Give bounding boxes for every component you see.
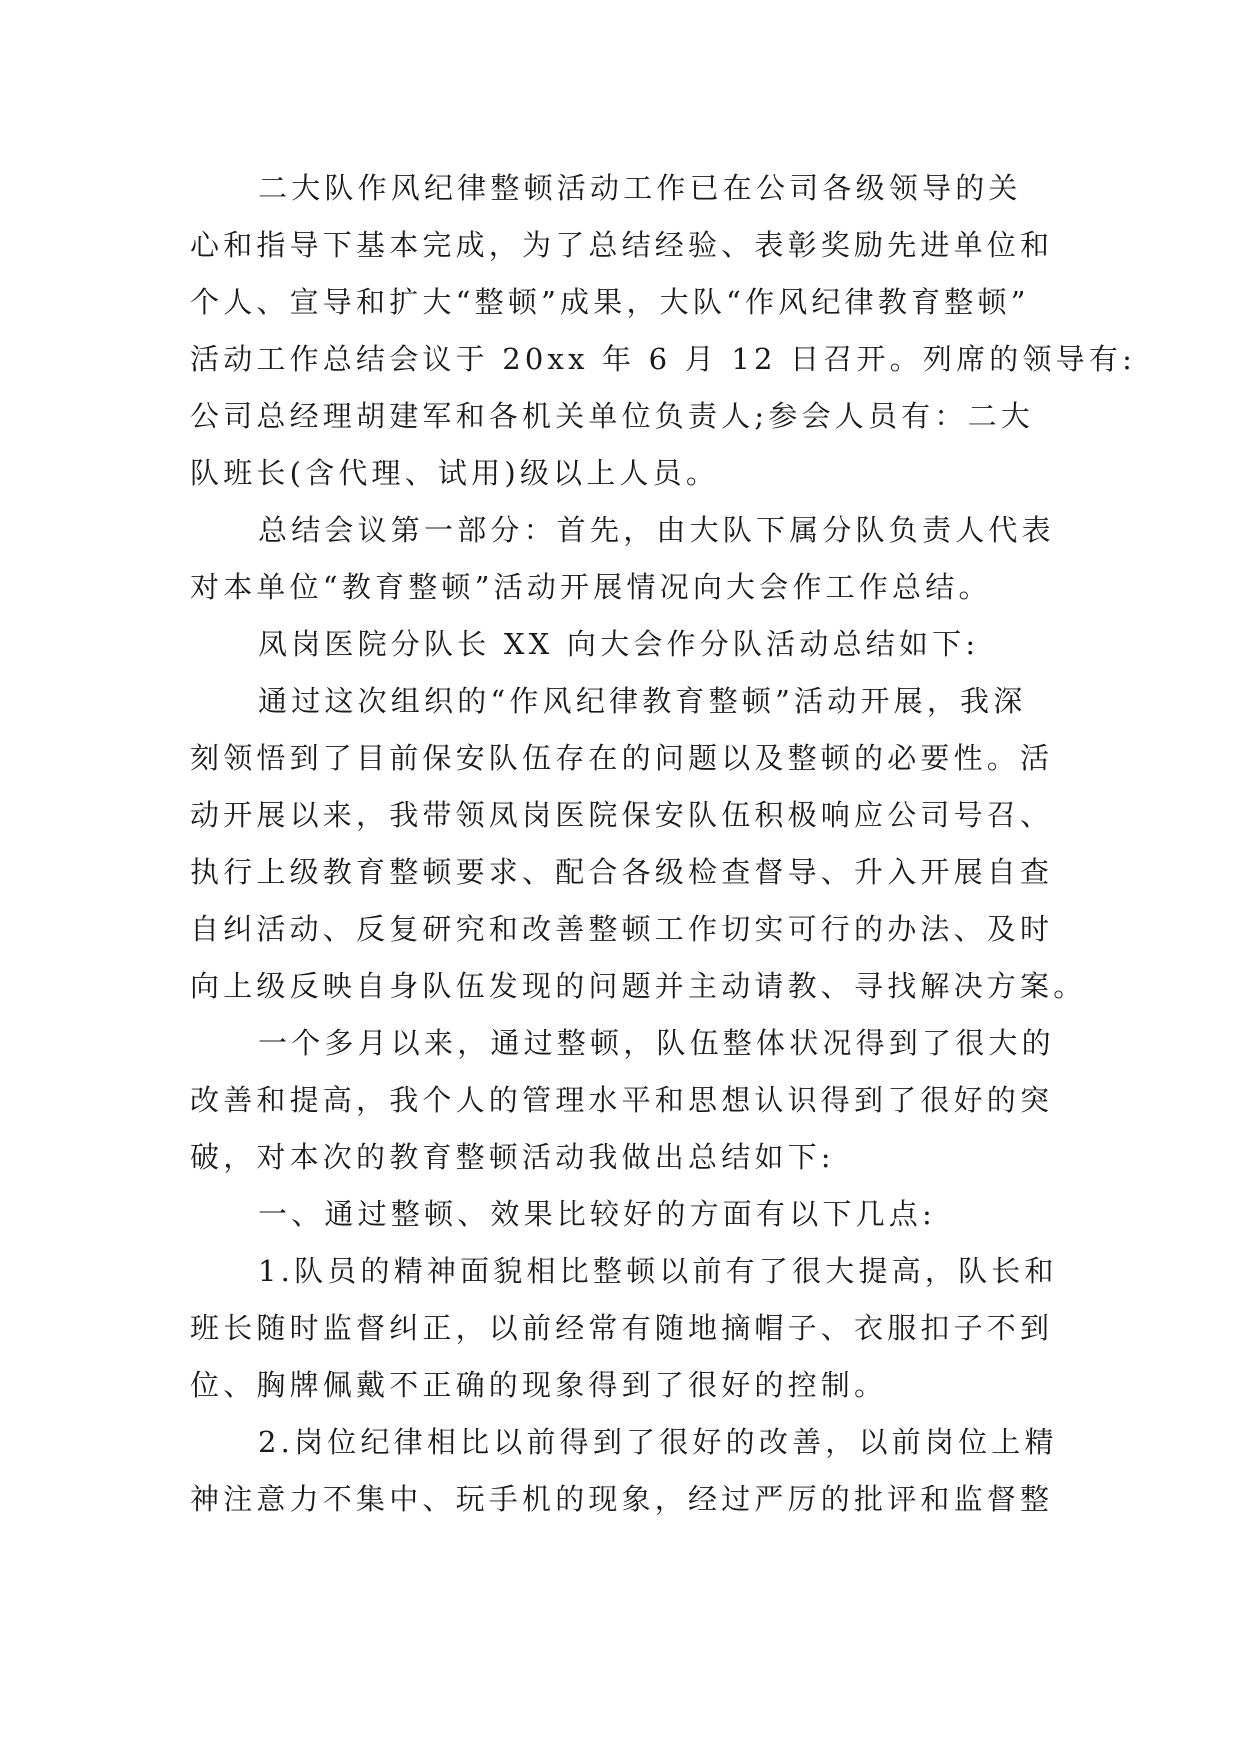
text-line: 总结会议第一部分：首先，由大队下属分队负责人代表 bbox=[258, 513, 1055, 547]
text-line: 执行上级教育整顿要求、配合各级检查督导、升入开展自查 bbox=[190, 855, 1054, 889]
text-line: 班长随时监督纠正，以前经常有随地摘帽子、衣服扣子不到 bbox=[190, 1311, 1054, 1345]
text-line: 对本单位“教育整顿”活动开展情况向大会作工作总结。 bbox=[190, 570, 992, 604]
text-line: 公司总经理胡建军和各机关单位负责人;参会人员有：二大 bbox=[190, 399, 1034, 433]
section-heading: 一、通过整顿、效果比较好的方面有以下几点: bbox=[258, 1197, 936, 1231]
text-line: 凤岗医院分队长 XX 向大会作分队活动总结如下: bbox=[258, 627, 980, 661]
text-line: 破，对本次的教育整顿活动我做出总结如下: bbox=[190, 1140, 835, 1174]
paragraph-8 bbox=[190, 1414, 1070, 1528]
text-line: 自纠活动、反复研究和改善整顿工作切实可行的办法、及时 bbox=[190, 912, 1054, 946]
text-line: 一个多月以来，通过整顿，队伍整体状况得到了很大的 bbox=[258, 1026, 1055, 1060]
text-line: 通过这次组织的“作风纪律教育整顿”活动开展，我深 bbox=[258, 684, 1027, 718]
text-line: 队班长(含代理、试用)级以上人员。 bbox=[190, 456, 720, 490]
text-line: 改善和提高，我个人的管理水平和思想认识得到了很好的突 bbox=[190, 1083, 1054, 1117]
text-line: 神注意力不集中、玩手机的现象，经过严厉的批评和监督整 bbox=[190, 1482, 1054, 1516]
text-line: 心和指导下基本完成，为了总结经验、表彰奖励先进单位和 bbox=[190, 228, 1054, 262]
paragraph-3 bbox=[190, 616, 1070, 673]
text-line: 位、胸牌佩戴不正确的现象得到了很好的控制。 bbox=[190, 1368, 888, 1402]
document-body bbox=[190, 160, 1137, 1528]
text-line: 动开展以来，我带领凤岗医院保安队伍积极响应公司号召、 bbox=[190, 798, 1054, 832]
text-line: 二大队作风纪律整顿活动工作已在公司各级领导的关 bbox=[258, 171, 1022, 205]
paragraph-7 bbox=[190, 1243, 1070, 1414]
paragraph-2 bbox=[190, 502, 1070, 616]
text-line: 2.岗位纪律相比以前得到了很好的改善，以前岗位上精 bbox=[258, 1425, 1058, 1459]
paragraph-5 bbox=[190, 1015, 1070, 1186]
text-line: 1.队员的精神面貌相比整顿以前有了很大提高，队长和 bbox=[258, 1254, 1058, 1288]
paragraph-6 bbox=[190, 1186, 1070, 1243]
paragraph-1 bbox=[190, 160, 1137, 502]
text-line: 向上级反映自身队伍发现的问题并主动请教、寻找解决方案。 bbox=[190, 969, 1087, 1003]
text-line: 个人、宣导和扩大“整顿”成果，大队“作风纪律教育整顿” bbox=[190, 285, 1030, 319]
text-line: 刻领悟到了目前保安队伍存在的问题以及整顿的必要性。活 bbox=[190, 741, 1054, 775]
text-line: 活动工作总结会议于 20xx 年 6 月 12 日召开。列席的领导有: bbox=[190, 342, 1137, 376]
paragraph-4 bbox=[190, 673, 1087, 1015]
